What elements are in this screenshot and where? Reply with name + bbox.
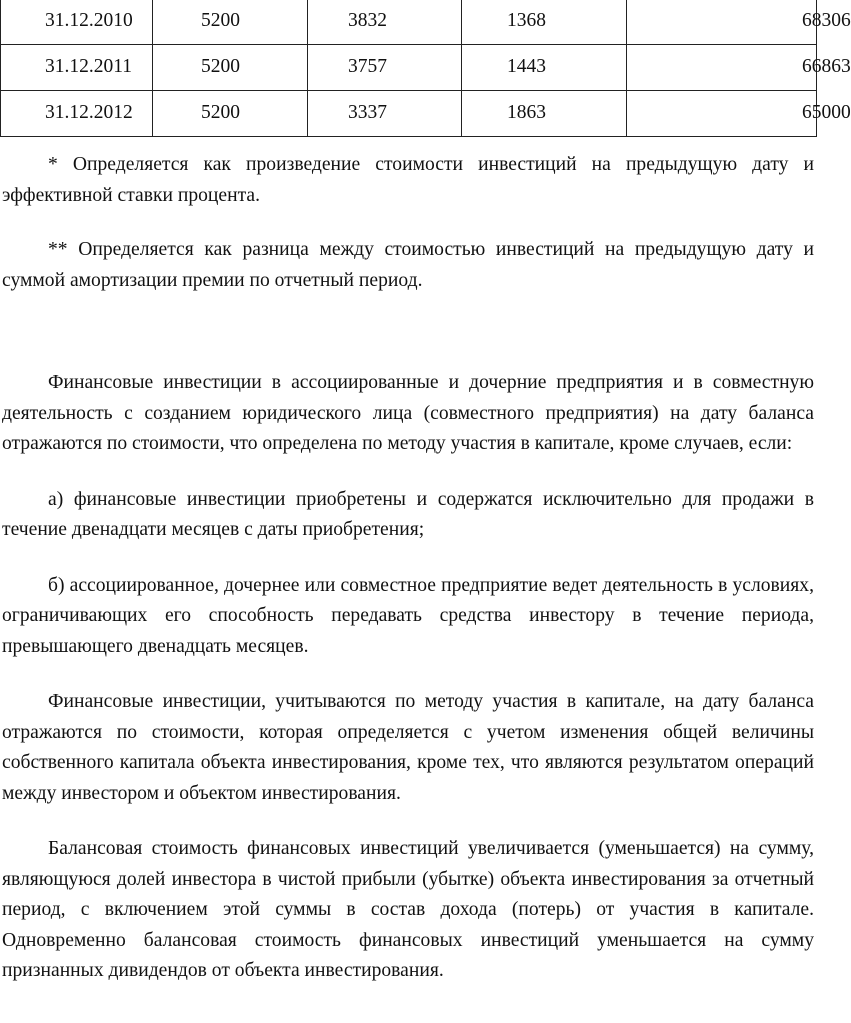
investment-table [0,0,851,137]
table-cell: 5200 [153,45,308,91]
footnote-single-asterisk: * Определяется как произведение стоимости инвестиций на предыдущую дату и эффективной ставки процента. [2,154,814,206]
table-cell-date: 31.12.2010 [1,0,153,45]
table-cell: 5200 [153,0,308,45]
table-row [1,45,817,91]
table-cell: 1368 [462,0,627,45]
table-cell: 65000 [627,91,817,137]
body-text [2,150,814,987]
table-cell: 3757 [308,45,462,91]
table-cell: 1863 [462,91,627,137]
paragraph-equity-method-valuation: Финансовые инвестиции, учитываются по методу участия в капитале, на дату баланса отражаются по стоимости, которая определяется с учетом изменения общей величины собственного капитала объекта инвестирования, кроме тех, что являются результатом операций между инвестором и объектом инвестирования. [2,691,814,804]
table-cell: 3832 [308,0,462,45]
table-cell: 1443 [462,45,627,91]
paragraph-carrying-amount: Балансовая стоимость финансовых инвестиций увеличивается (уменьшается) на сумму, являющуюся долей инвестора в чистой прибыли (убытке) объекта инвестирования за отчетный период, с включением этой суммы в состав дохода (потерь) от участия в капитале. Одновременно балансовая стоимость финансовых инвестиций уменьшается на сумму признанных дивидендов от объекта инвестирования. [2,838,814,981]
paragraph-exception-a: а) финансовые инвестиции приобретены и содержатся исключительно для продажи в течение двенадцати месяцев с даты приобретения; [2,488,814,540]
paragraph-equity-method-intro: Финансовые инвестиции в ассоциированные и дочерние предприятия и в совместную деятельность с созданием юридического лица (совместного предприятия) на дату баланса отражаются по стоимости, что определена по методу участия в капитале, кроме случаев, если: [2,372,814,454]
footnote-double-asterisk: ** Определяется как разница между стоимостью инвестиций на предыдущую дату и суммой амортизации премии по отчетный период. [2,239,814,291]
table-cell: 66863 [627,45,817,91]
table-row [1,91,817,137]
table-row [1,0,817,45]
paragraph-exception-b: б) ассоциированное, дочернее или совместное предприятие ведет деятельность в условиях, ограничивающих его способность передавать средства инвестору в течение периода, превышающего двенадцать месяцев. [2,574,814,657]
table-cell: 5200 [153,91,308,137]
table-cell: 68306 [627,0,817,45]
table-cell-date: 31.12.2012 [1,91,153,137]
table-cell: 3337 [308,91,462,137]
table-cell-date: 31.12.2011 [1,45,153,91]
